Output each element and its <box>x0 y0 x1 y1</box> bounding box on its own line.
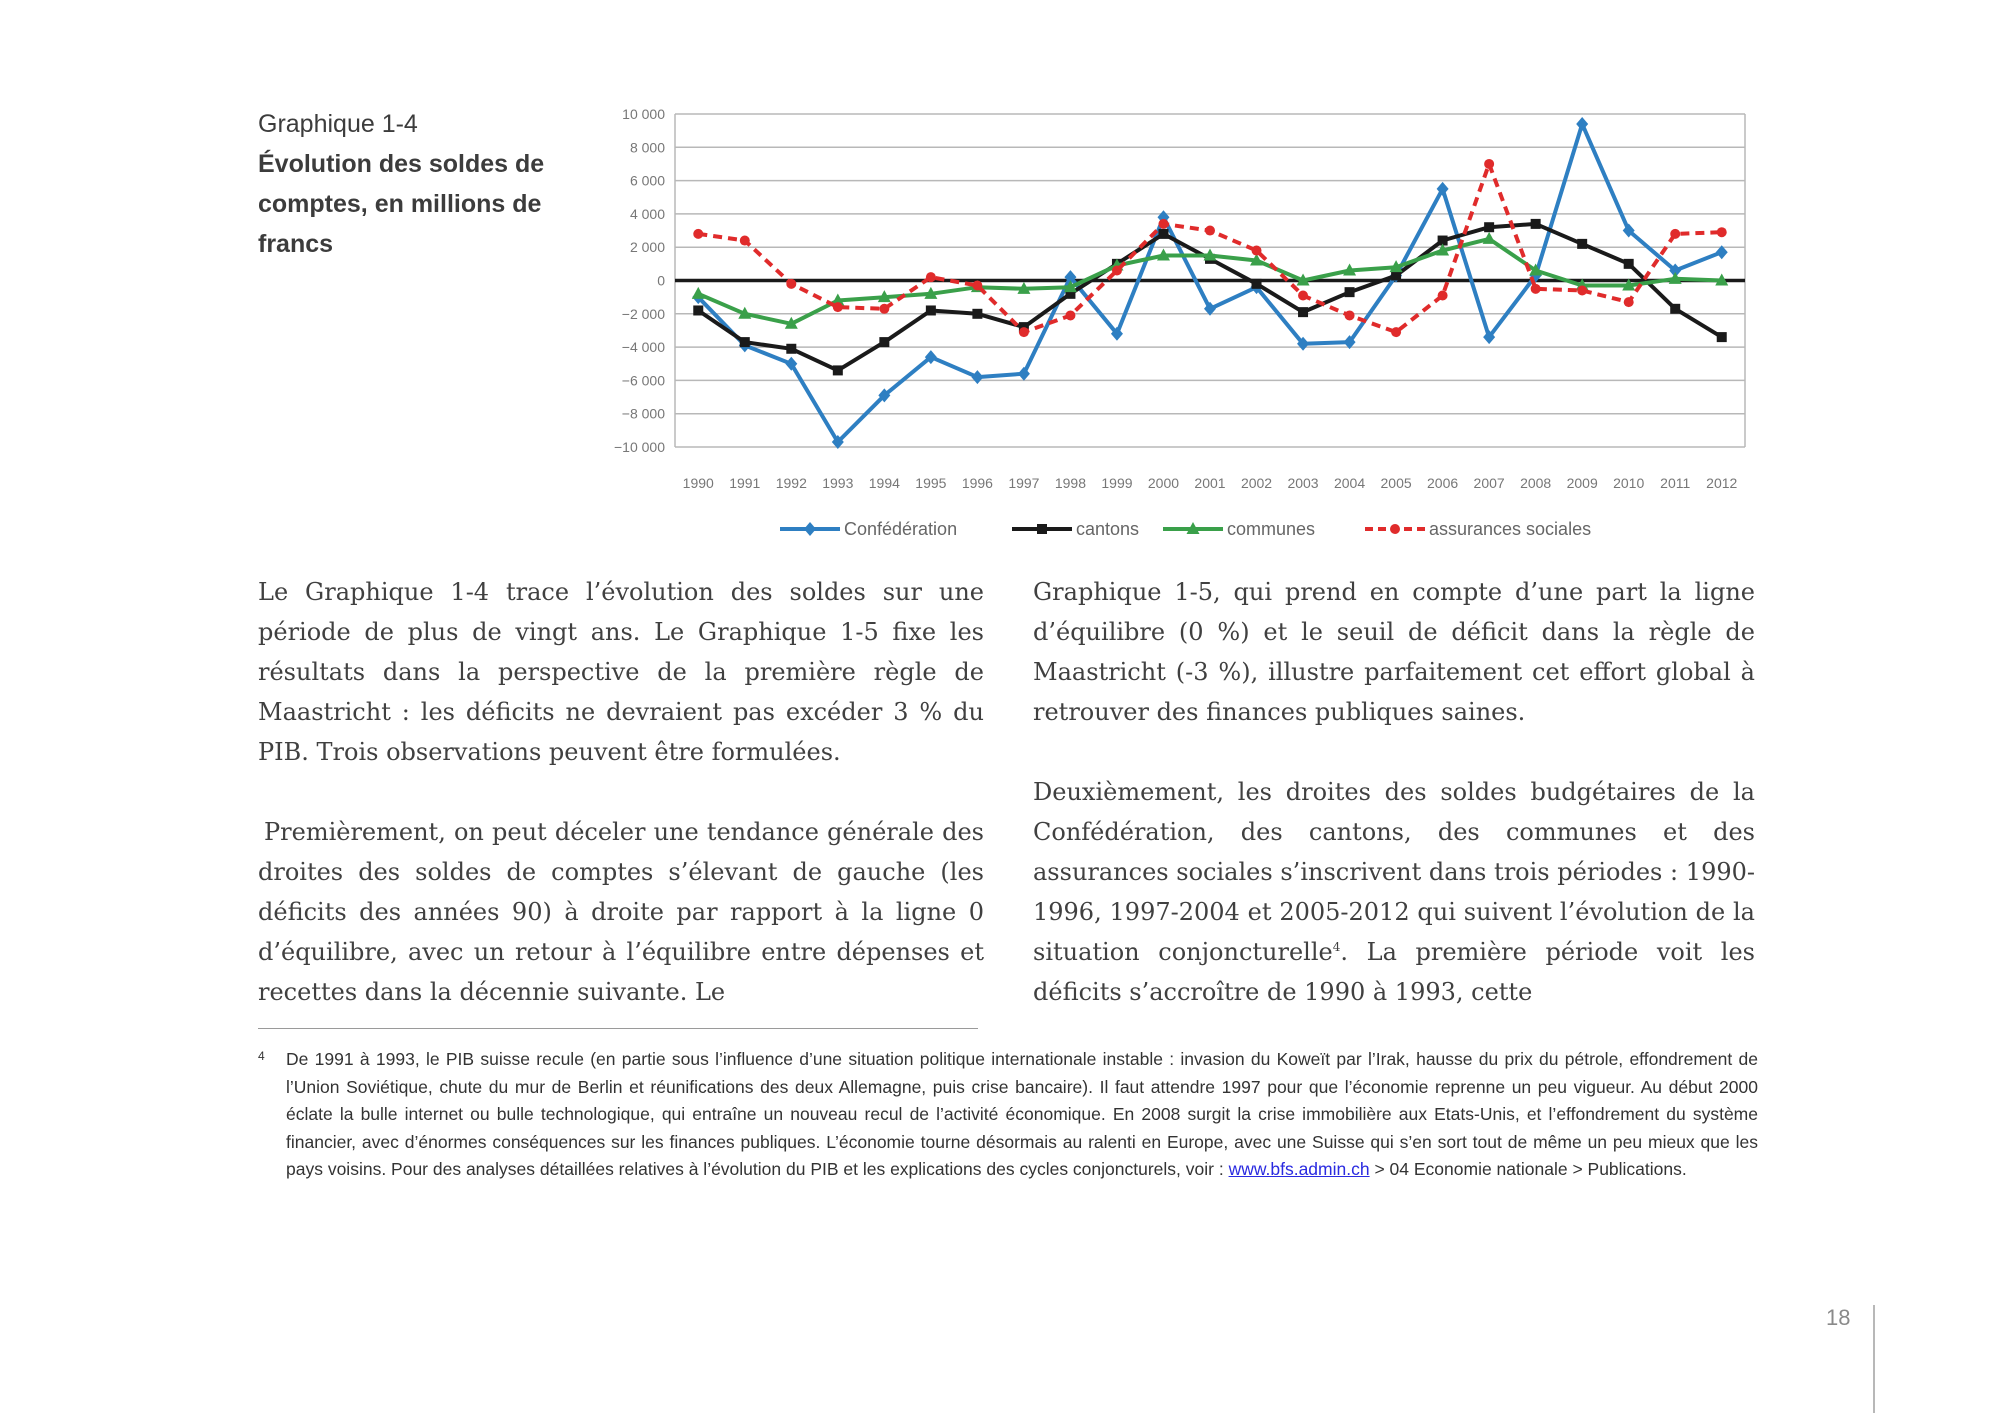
data-point <box>879 304 889 314</box>
x-tick-label: 1996 <box>961 475 993 491</box>
data-point <box>740 236 750 246</box>
footnote-body: De 1991 à 1993, le PIB suisse recule (en partie sous l’influence d’une situation politique internationale instable : invasion du Koweït par l’Irak, hausse du prix du pétrole, effondrement de l’Union Soviétique, chute du mur de Berlin et réunifications des deux Allemagne, puis crise bancaire). Il faut attendre 1997 pour que l’économie reprenne un peu vigueur. Au début 2000 éclate la bulle internet ou bulle technologique, qui entraîne un nouveau recul de l’activité économique. En 2008 surgit la crise immobilière aux Etats-Unis, et l’effondrement du système financier, avec d’énormes conséquences sur les finances publiques. L’économie tourne désormais au ralenti en Europe, avec une Suisse qui s’en sort tout de même un peu mieux que les pays voisins. Pour des analyses détaillées relatives à l’évolution du PIB et les explications des cycles conjoncturels, voir : <box>286 1049 1758 1179</box>
balance-line-chart <box>560 95 1770 555</box>
data-point <box>1531 219 1541 229</box>
data-point <box>740 337 750 347</box>
data-point <box>1390 524 1400 534</box>
paragraph: Graphique 1-5, qui prend en compte d’une part la ligne d’équilibre (0 %) et le seuil de déficit dans la règle de Maastricht (-3 %), illustre parfaitement cet effort global à retrouver des finances publiques saines. <box>1033 578 1755 726</box>
data-point <box>972 309 982 319</box>
data-point <box>1670 304 1680 314</box>
data-point <box>1484 159 1494 169</box>
x-tick-label: 2005 <box>1380 475 1412 491</box>
x-tick-label: 1997 <box>1008 475 1040 491</box>
data-point <box>692 287 705 299</box>
y-tick-label: −10 000 <box>614 439 665 455</box>
x-tick-label: 2007 <box>1473 475 1505 491</box>
data-point <box>1065 310 1075 320</box>
footnote-body-end: > 04 Economie nationale > Publications. <box>1369 1159 1687 1179</box>
x-tick-label: 2002 <box>1240 475 1273 491</box>
data-point <box>1438 290 1448 300</box>
data-point <box>1483 232 1496 244</box>
y-tick-label: 0 <box>657 272 665 289</box>
data-point <box>1158 229 1168 239</box>
x-tick-label: 2010 <box>1613 475 1645 491</box>
x-tick-label: 2000 <box>1147 475 1180 491</box>
data-point <box>1624 259 1634 269</box>
legend-label: Confédération <box>844 519 958 539</box>
paragraph: Le Graphique 1-4 trace l’évolution des soldes sur une période de plus de vingt ans. Le Graphique 1-5 fixe les résultats dans la perspective de la première règle de Maastricht : les déficits ne devraient pas excéder 3 % du PIB. Trois observations peuvent être formulées. <box>258 578 984 766</box>
data-point <box>1345 310 1355 320</box>
x-tick-label: 1992 <box>775 475 807 491</box>
data-point <box>693 229 703 239</box>
data-point <box>1019 327 1029 337</box>
x-tick-label: 1998 <box>1054 475 1087 491</box>
footnote <box>258 1046 1758 1184</box>
data-point <box>1298 307 1308 317</box>
legend-label: communes <box>1227 519 1316 539</box>
y-tick-label: 4 000 <box>629 205 665 222</box>
x-tick-label: 2009 <box>1566 475 1598 491</box>
data-point <box>1624 297 1634 307</box>
x-tick-label: 1995 <box>915 475 947 491</box>
data-point <box>1531 284 1541 294</box>
data-point <box>1037 524 1047 534</box>
x-tick-label: 1994 <box>868 475 900 491</box>
figure-label: Graphique 1-4 <box>258 110 418 138</box>
data-point <box>879 337 889 347</box>
data-point <box>1577 239 1587 249</box>
data-point <box>971 370 983 384</box>
data-point <box>1391 327 1401 337</box>
x-tick-label: 2011 <box>1660 475 1691 491</box>
legend-label: assurances sociales <box>1429 519 1592 539</box>
y-tick-label: −8 000 <box>621 405 665 422</box>
y-tick-label: 2 000 <box>629 239 665 256</box>
data-point <box>1484 222 1494 232</box>
footnote-text <box>286 1046 1758 1184</box>
data-point <box>972 280 982 290</box>
data-point <box>926 272 936 282</box>
y-tick-label: −4 000 <box>621 339 665 356</box>
x-tick-label: 2001 <box>1194 475 1226 491</box>
page-number: 18 <box>1826 1305 1851 1330</box>
data-point <box>1112 266 1122 276</box>
data-point <box>1252 246 1262 256</box>
figure-title: Évolution des soldes de comptes, en millions de francs <box>258 150 545 258</box>
data-point <box>833 302 843 312</box>
x-tick-label: 2003 <box>1287 475 1319 491</box>
x-tick-label: 1993 <box>822 475 854 491</box>
x-tick-label: 1990 <box>682 475 714 491</box>
paragraph-text: . La première période voit les déficits s’accroître de 1990 à 1993, cette <box>1033 938 1755 1006</box>
data-point <box>1670 229 1680 239</box>
data-point <box>1577 285 1587 295</box>
text-column-right <box>1033 572 1755 1052</box>
y-tick-label: −6 000 <box>621 372 665 389</box>
y-tick-label: 10 000 <box>622 106 665 122</box>
paragraph: Premièrement, on peut déceler une tendance générale des droites des soldes de comptes s’élevant de gauche (les déficits des années 90) à droite par rapport à la ligne 0 d’équilibre, avec un retour à l’équilibre entre dépenses et recettes dans la décennie suivante. Le <box>258 818 984 1006</box>
footnote-reference[interactable]: 4 <box>1332 940 1341 954</box>
footnote-number: 4 <box>258 1049 265 1063</box>
data-point <box>833 365 843 375</box>
data-point <box>1158 219 1168 229</box>
page-margin-bar <box>1873 1305 1875 1413</box>
x-tick-label: 1999 <box>1101 475 1133 491</box>
x-tick-label: 2012 <box>1706 475 1738 491</box>
data-point <box>1717 332 1727 342</box>
y-tick-label: −2 000 <box>621 305 665 322</box>
paragraph-text: Deuxièmement, les droites des soldes budgétaires de la Confédération, des cantons, des communes et des assurances sociales s’inscrivent dans trois périodes : 1990-1996, 1997-2004 et 2005-2012 qui suivent l’évolution de la situation conjoncturelle <box>1033 778 1755 966</box>
text-column-left <box>258 572 984 1052</box>
data-point <box>1345 287 1355 297</box>
data-point <box>926 305 936 315</box>
x-tick-label: 1991 <box>729 475 761 491</box>
x-tick-label: 2004 <box>1333 475 1366 491</box>
data-point <box>1205 226 1215 236</box>
data-point <box>804 522 816 536</box>
footnote-separator <box>258 1028 978 1029</box>
data-point <box>693 305 703 315</box>
data-point <box>786 344 796 354</box>
legend-label: cantons <box>1076 519 1140 539</box>
data-point <box>1717 227 1727 237</box>
paragraph <box>1033 772 1755 1012</box>
x-tick-label: 2006 <box>1427 475 1459 491</box>
figure-caption <box>258 104 548 264</box>
data-point <box>786 279 796 289</box>
footnote-link[interactable]: www.bfs.admin.ch <box>1228 1159 1370 1179</box>
y-tick-label: 8 000 <box>629 139 665 156</box>
data-point <box>1298 290 1308 300</box>
series-line <box>698 224 1721 371</box>
data-point <box>1252 279 1262 289</box>
y-tick-label: 6 000 <box>629 172 665 189</box>
x-tick-label: 2008 <box>1520 475 1552 491</box>
